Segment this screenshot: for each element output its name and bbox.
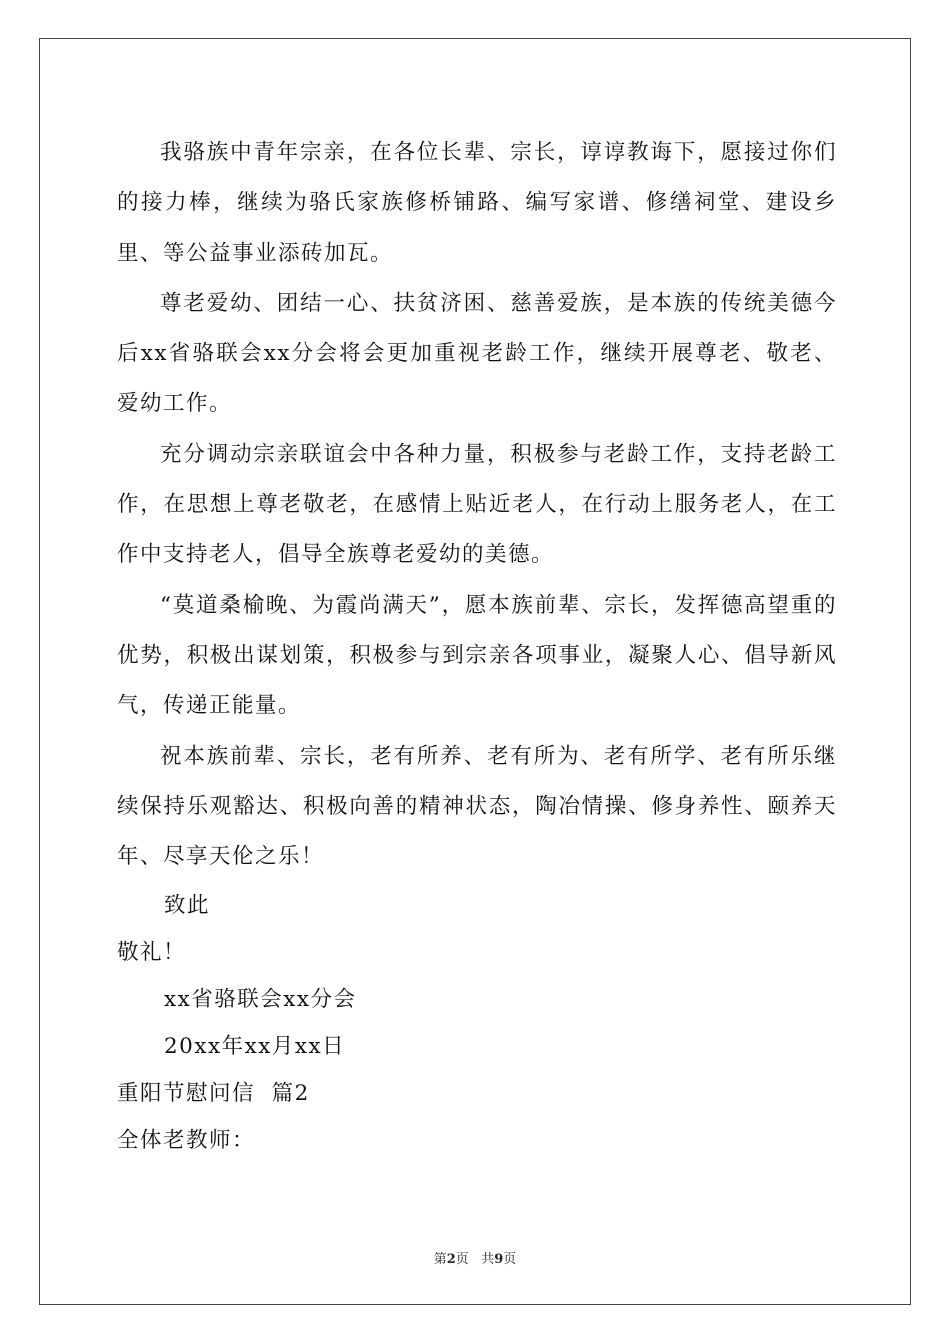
paragraph-1: 我骆族中青年宗亲，在各位长辈、宗长，谆谆教诲下，愿接过你们的接力棒，继续为骆氏家族修桥铺路、编写家谱、修缮祠堂、建设乡里、等公益事业添砖加瓦。 (117, 140, 837, 266)
paragraph-5: 祝本族前辈、宗长，老有所养、老有所为、老有所学、老有所乐继续保持乐观豁达、积极向善的精神状态，陶冶情操、修身养性、颐养天年、尽享天伦之乐！ (117, 743, 837, 870)
footer-mid: 页 共 (455, 1252, 495, 1267)
paragraph-3: 充分调动宗亲联谊会中各种力量，积极参与老龄工作，支持老龄工作，在思想上尊老敬老，在感情上贴近老人，在行动上服务老人，在工作中支持老人，倡导全族尊老爱幼的美德。 (117, 441, 837, 568)
signature: xx省骆联会xx分会 (164, 987, 357, 1013)
date: 20xx年xx月xx日 (164, 1034, 346, 1060)
footer-suffix: 页 (503, 1252, 517, 1267)
salutation: 全体老教师： (117, 1128, 256, 1154)
closing-jingli: 敬礼！ (117, 940, 187, 966)
footer-page-number: 2 (446, 1252, 456, 1267)
footer-total-pages: 9 (494, 1252, 504, 1267)
paragraph-2: 尊老爱幼、团结一心、扶贫济困、慈善爱族，是本族的传统美德今后xx省骆联会xx分会将会更加重视老龄工作，继续开展尊老、敬老、爱幼工作。 (117, 290, 837, 417)
section-title: 重阳节慰问信 篇2 (117, 1081, 310, 1107)
page-footer (0, 1248, 950, 1267)
closing-zhici: 致此 (164, 893, 211, 919)
footer-prefix: 第 (433, 1252, 447, 1267)
paragraph-4: “莫道桑榆晚、为霞尚满天”，愿本族前辈、宗长，发挥德高望重的优势，积极出谋划策，积极参与到宗亲各项事业，凝聚人心、倡导新风气，传递正能量。 (117, 592, 837, 719)
document-body (117, 128, 837, 1164)
